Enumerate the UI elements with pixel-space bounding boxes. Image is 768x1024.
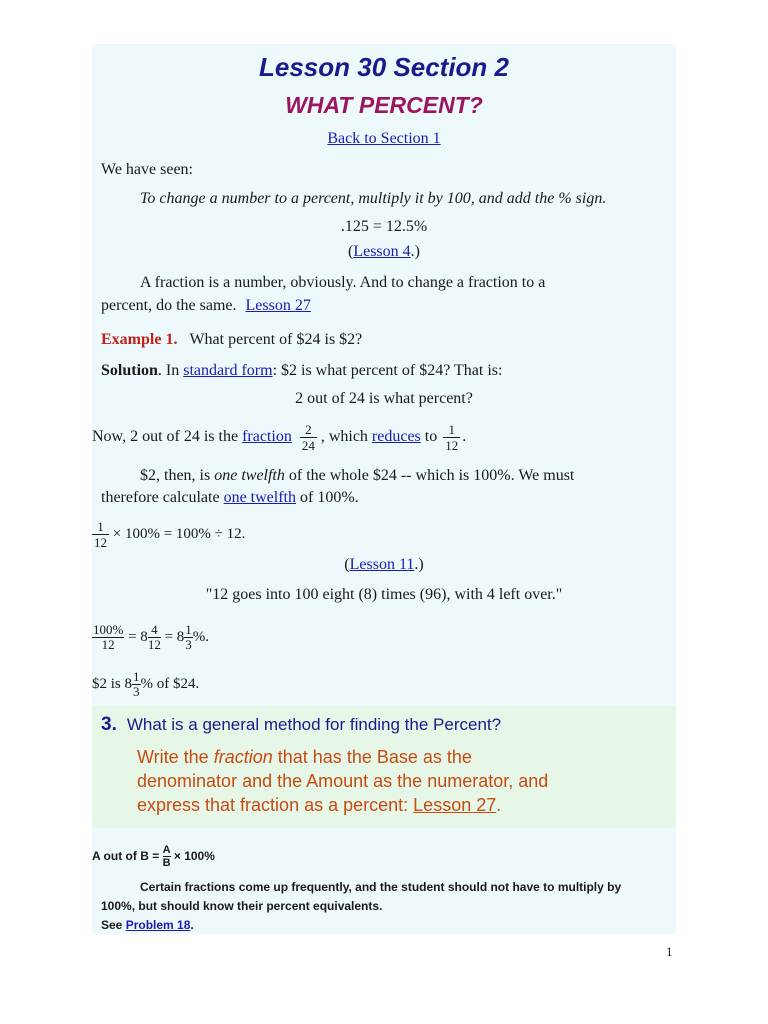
answer-lesson-27-link[interactable]: Lesson 27 <box>413 795 497 815</box>
lesson-page <box>92 44 676 934</box>
example-1-label: Example 1. <box>101 331 178 348</box>
lesson-11-ref: (Lesson 11.) <box>344 556 424 573</box>
reduces-link[interactable]: reduces <box>371 428 421 445</box>
division-equation: $\frac{100\%}{12} = 8$ $\frac{4}{12} = 8$ $\frac{1}{3}\%$. <box>93 622 210 653</box>
question-3-box <box>92 706 676 828</box>
lesson-27-link[interactable]: Lesson 27 <box>245 297 311 314</box>
then-paragraph-line2: therefore calculate one twelfth of 100%. <box>101 489 359 506</box>
solution-line: Solution. In standard form: $2 is what percent of $24? That is: <box>101 362 503 379</box>
fraction-paragraph-line1: A fraction is a number, obviously. And to change a fraction to a <box>140 274 546 291</box>
answer-line2: denominator and the Amount as the numerator, and <box>137 771 549 791</box>
fraction-1-over-3: $\frac{1}{3}$ <box>185 622 192 653</box>
example-1-line <box>101 331 362 349</box>
question-3-number: 3. <box>101 714 117 735</box>
we-have-seen-text: We have seen: <box>101 161 193 178</box>
fraction-a-over-b: $\frac{A}{B}$ <box>162 844 171 870</box>
fraction-paragraph-line2: percent, do the same. Lesson 27 <box>101 297 311 314</box>
solution-label: Solution <box>101 362 158 379</box>
lesson-title: Lesson 30 Section 2 <box>259 52 509 82</box>
result-line: $2 is 8 $\frac{1}{3}\%$ of $24. <box>92 669 200 700</box>
lesson-4-ref: (Lesson 4.) <box>348 243 420 260</box>
fraction-4-over-12: $\frac{4}{12}$ <box>147 622 161 653</box>
one-twelfth-italic: one twelfth <box>214 467 285 484</box>
answer-line1: Write the fraction that has the Base as the <box>137 747 472 767</box>
lesson-4-link[interactable]: Lesson 4 <box>353 243 411 260</box>
a-out-of-b-formula: A out of B = $\frac{A}{B} \times 100\%$ <box>92 844 215 870</box>
fraction-1-over-3-result: $\frac{1}{3}$ <box>133 669 140 700</box>
percent-rule: To change a number to a percent, multiply it by 100, and add the % sign. <box>140 190 607 207</box>
then-paragraph-line1: $2, then, is one twelfth of the whole $24 -- which is 100%. We must <box>140 467 575 484</box>
example-1-question: What percent of $24 is $2? <box>189 331 363 348</box>
page-number: 1 <box>666 944 673 959</box>
problem-18-link[interactable]: Problem 18 <box>125 918 191 932</box>
one-twelfth-link[interactable]: one twelfth <box>223 489 296 506</box>
question-3-text: What is a general method for finding the Percent? <box>126 715 502 734</box>
calc-line: $\frac{1}{12}$ × 100% = 100% ÷ 12. <box>94 519 246 551</box>
question-3-line <box>101 714 501 736</box>
answer-line3: express that fraction as a percent: Lesson 27. <box>137 795 502 815</box>
restated-question: 2 out of 24 is what percent? <box>295 390 473 407</box>
certain-fractions-line2: 100%, but should know their percent equivalents. <box>101 899 383 913</box>
lesson-11-link[interactable]: Lesson 11 <box>349 556 415 573</box>
back-to-section-1-link[interactable]: Back to Section 1 <box>327 130 441 147</box>
section-subtitle: WHAT PERCENT? <box>285 92 483 118</box>
see-problem-line: See Problem 18. <box>101 918 194 932</box>
fraction-link[interactable]: fraction <box>242 428 292 445</box>
fraction-2-over-24: $\frac{2}{24}$ <box>301 421 315 453</box>
example-equation: .125 = 12.5% <box>340 218 428 235</box>
fraction-italic: fraction <box>213 747 273 767</box>
fraction-100-over-12: $\frac{100\%}{12}$ <box>93 622 124 653</box>
standard-form-link[interactable]: standard form <box>183 362 273 379</box>
now-fraction-line: Now, 2 out of 24 is the fraction $\frac{2}{24}$ , which reduces to $\frac{1}{12}$ . <box>92 421 467 453</box>
fraction-1-over-12-calc: $\frac{1}{12}$ <box>94 519 107 551</box>
fraction-1-over-12: $\frac{1}{12}$ <box>445 421 459 453</box>
twelve-goes-into-quote: "12 goes into 100 eight (8) times (96), with 4 left over." <box>205 586 563 603</box>
certain-fractions-line1: Certain fractions come up frequently, and the student should not have to multiply by <box>140 880 622 894</box>
